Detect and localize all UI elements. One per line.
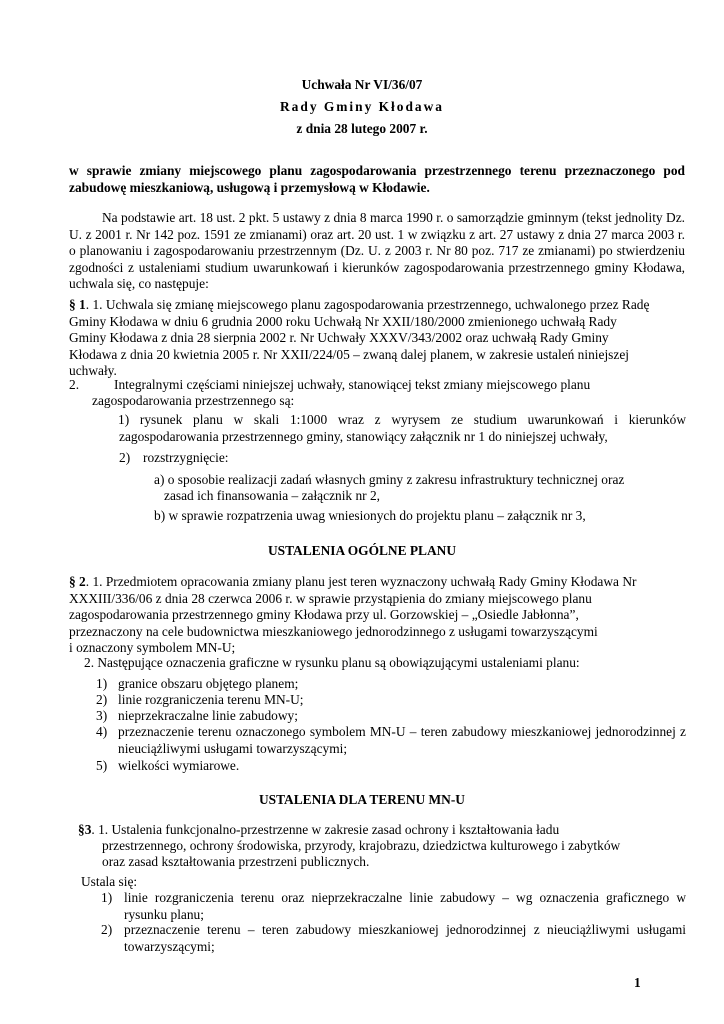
section-1-paragraph-2-line: Integralnymi częściami niniejszej uchwały, stanowiącej tekst zmiany miejscowego planu <box>114 377 591 392</box>
section-3-list-number: 1) <box>101 890 113 905</box>
section-3-ustala: Ustala się: <box>81 874 138 889</box>
heading-mnu-provisions: USTALENIA DLA TERENU MN-U <box>259 792 465 807</box>
section-1-paragraph-1: § 1. 1. Uchwala się zmianę miejscowego planu zagospodarowania przestrzennego, uchwalonego przez Radę Gminy Kłodawa w dniu 6 grudnia 2000 roku Uchwałą Nr XXII/180/2000 zmienionego uchwałą Rady Gminy Kłodawa z dnia 28 sierpnia 2002 r. Nr Uchwały XXXV/343/2002 oraz uchwałą Rady Gminy Kłodawa z dnia 20 kwietnia 2005 r. Nr XXII/224/05 – zwaną dalej planem, w zakresie ustaleń niniejszej uchwały. <box>69 297 650 378</box>
section-2-list-item: przeznaczenie terenu oznaczonego symbolem MN-U – teren zabudowy mieszkaniowej jednorodzinnej z nieuciążliwymi usługami towarzyszącymi; <box>118 724 686 756</box>
section-3-list-item: przeznaczenie terenu – teren zabudowy mieszkaniowej jednorodzinnej z nieuciążliwymi usługami towarzyszącymi; <box>124 922 686 954</box>
section-2-list-item: linie rozgraniczenia terenu MN-U; <box>118 692 304 707</box>
section-3-paragraph-1: §3. 1. Ustalenia funkcjonalno-przestrzenne w zakresie zasad ochrony i kształtowania ładu <box>78 822 560 837</box>
resolution-subject: w sprawie zmiany miejscowego planu zagospodarowania przestrzennego terenu przeznaczonego pod zabudowę mieszkaniową, usługową i przemysłową w Kłodawie. <box>69 163 685 195</box>
resolution-number: Uchwała Nr VI/36/07 <box>301 77 423 92</box>
section-3-line: oraz zasad kształtowania przestrzeni publicznych. <box>102 854 370 869</box>
section-1-item-2-number: 2) <box>119 450 131 465</box>
section-1-mark: § 1 <box>69 297 86 312</box>
section-2-list-number: 5) <box>96 758 108 773</box>
section-1-sub-a-cont: zasad ich finansowania – załącznik nr 2, <box>164 488 381 503</box>
section-1-sub-a: a) o sposobie realizacji zadań własnych gminy z zakresu infrastruktury technicznej oraz <box>154 472 625 487</box>
section-2-list-item: granice obszaru objętego planem; <box>118 676 299 691</box>
section-2-list-item: wielkości wymiarowe. <box>118 758 240 773</box>
section-2-list-item: nieprzekraczalne linie zabudowy; <box>118 708 298 723</box>
heading-general-provisions: USTALENIA OGÓLNE PLANU <box>268 543 456 558</box>
section-3-mark: §3 <box>78 822 92 837</box>
section-3-list-item: linie rozgraniczenia terenu oraz nieprzekraczalne linie zabudowy – wg oznaczenia graficznego w rysunku planu; <box>124 890 686 922</box>
section-2-list-number: 2) <box>96 692 108 707</box>
section-2-paragraph-2: 2. Następujące oznaczenia graficzne w rysunku planu są obowiązującymi ustaleniami planu: <box>84 655 580 670</box>
section-1-item-1: 1) rysunek planu w skali 1:1000 wraz z wyrysem ze studium uwarunkowań i kierunków zagospodarowania przestrzennego gminy, stanowiący załącznik nr 1 do niniejszej uchwały, <box>118 412 686 444</box>
section-1-sub-b: b) w sprawie rozpatrzenia uwag wniesionych do projektu planu – załącznik nr 3, <box>154 508 586 523</box>
page-number: 1 <box>634 975 641 990</box>
section-2-list-number: 1) <box>96 676 108 691</box>
section-2-paragraph-1: § 2. 1. Przedmiotem opracowania zmiany planu jest teren wyznaczony uchwałą Rady Gminy Kłodawa Nr XXXIII/336/06 z dnia 28 czerwca 2006 r. w sprawie przystąpienia do zmiany miejscowego planu zagospodarowania przestrzennego gminy Kłodawa przy ul. Gorzowskiej – „Osiedle Jabłonna”, przeznaczony na cele budownictwa mieszkaniowego jednorodzinnego z usługami towarzyszącymi i oznaczony symbolem MN-U; <box>69 574 637 655</box>
section-2-list-number: 3) <box>96 708 108 723</box>
section-1-paragraph-2-number: 2. <box>69 377 80 392</box>
resolution-date: z dnia 28 lutego 2007 r. <box>296 121 428 136</box>
preamble: Na podstawie art. 18 ust. 2 pkt. 5 ustawy z dnia 8 marca 1990 r. o samorządzie gminnym (tekst jednolity Dz. U. z 2001 r. Nr 142 poz. 1591 ze zmianami) oraz art. 20 ust. 1 w związku z art. 27 ustawy z dnia 27 marca 2003 r. o planowaniu i zagospodarowaniu przestrzennym (Dz. U. z 2003 r. Nr 80 poz. 717 ze zmianami) po stwierdzeniu zgodności z ustaleniami studium uwarunkowań i kierunków zagospodarowania przestrzennego gminy Kłodawa, uchwala się, co następuje: <box>69 210 685 291</box>
section-2-mark: § 2 <box>69 574 86 589</box>
section-3-line: przestrzennego, ochrony środowiska, przyrody, krajobrazu, dziedzictwa kulturowego i zabytków <box>102 838 621 853</box>
section-3-list-number: 2) <box>101 922 113 937</box>
section-1-item-2: rozstrzygnięcie: <box>143 450 229 465</box>
section-2-list-number: 4) <box>96 724 108 739</box>
section-1-paragraph-2-line: zagospodarowania przestrzennego są: <box>92 393 295 408</box>
council-name: Rady Gminy Kłodawa <box>280 99 444 114</box>
